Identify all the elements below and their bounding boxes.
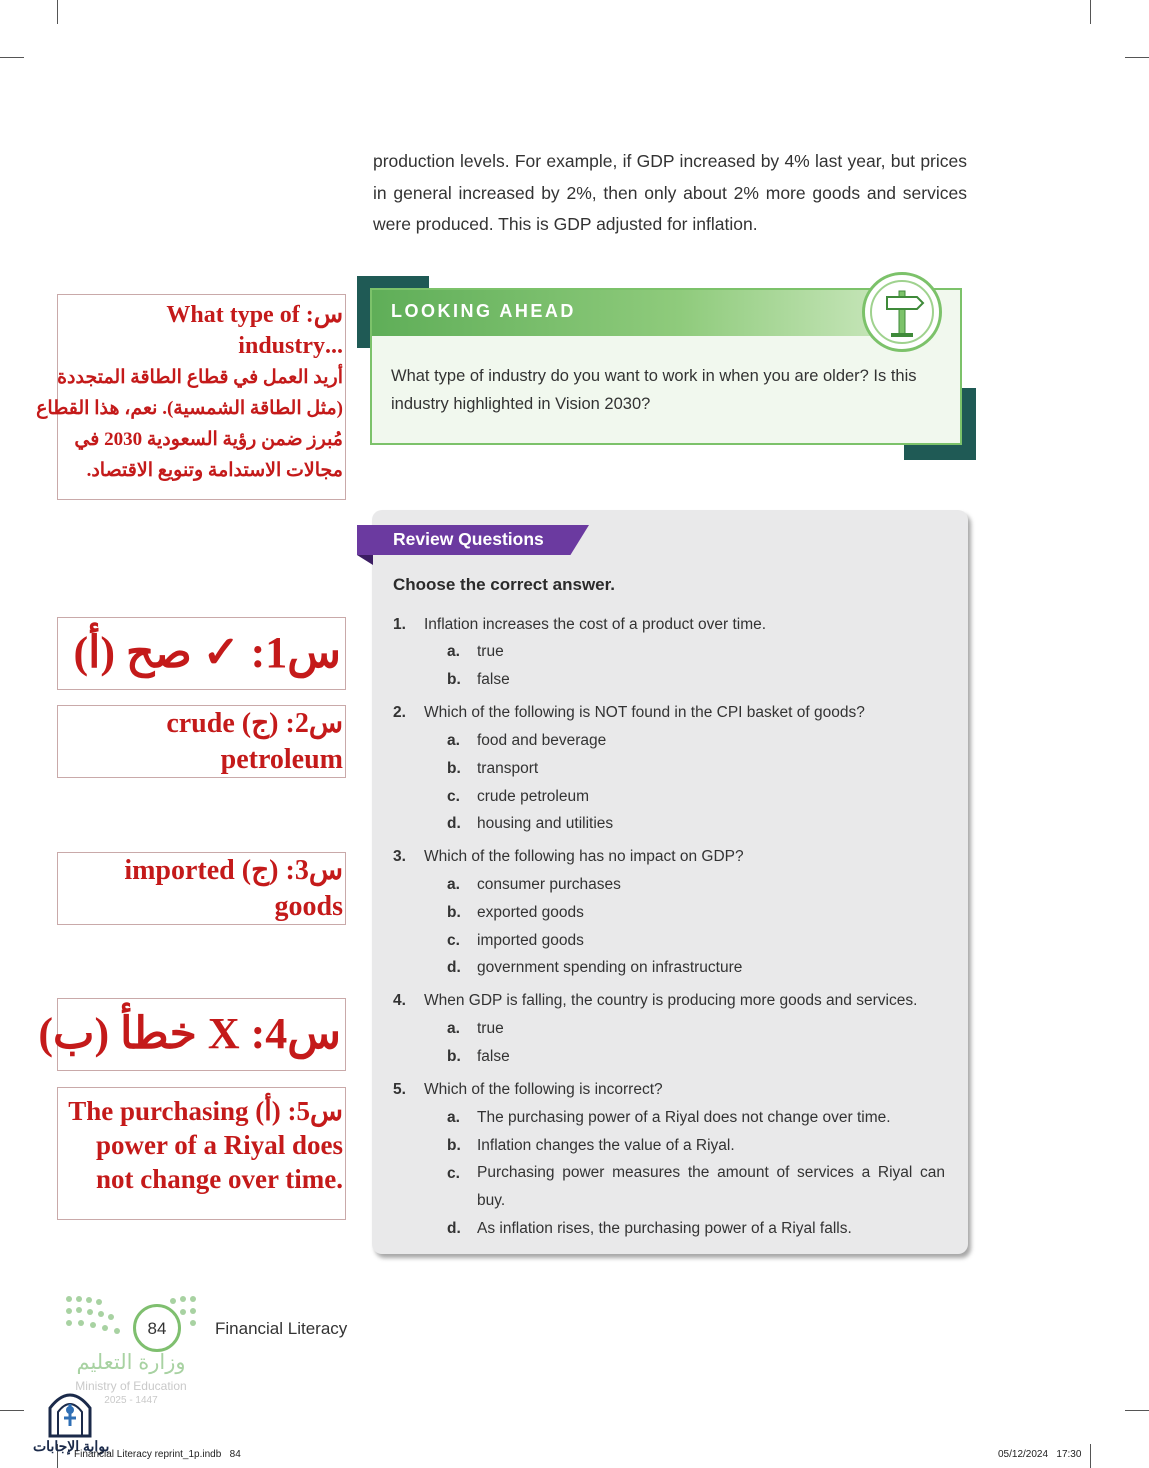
option-text: crude petroleum [477,788,590,805]
ministry-name-english: Ministry of Education [75,1379,187,1393]
crop-mark [1125,57,1149,58]
option-text: imported goods [477,932,584,949]
review-instruction: Choose the correct answer. [393,575,616,594]
option-text: As inflation rises, the purchasing power of a Riyal falls. [477,1220,852,1237]
question-text: Which of the following is NOT found in the CPI basket of goods? [424,704,865,721]
option-letter: b. [447,1048,461,1065]
option-text: housing and utilities [477,815,614,832]
option-text: food and beverage [477,732,607,749]
answer-line: أريد العمل في قطاع الطاقة المتجددة [57,367,343,388]
option-text: The purchasing power of a Riyal does not change over time. [477,1109,891,1126]
crop-mark [0,57,24,58]
option-text: false [477,1048,510,1065]
crop-mark [1090,1444,1091,1468]
answer-line: ...industry [238,333,343,359]
mosque-logo-icon [46,1386,94,1438]
crop-mark [0,1410,24,1411]
option-letter: a. [447,1020,460,1037]
option-text: true [477,1020,504,1037]
file-name: Financial Literacy reprint_1p.indb 84 [74,1449,241,1460]
answer-box-q4 [38,998,346,1071]
crop-mark [1125,1410,1149,1411]
question-text: When GDP is falling, the country is producing more goods and services. [424,992,918,1009]
question-number: 5. [393,1081,406,1098]
crop-mark [1090,0,1091,24]
looking-ahead-title: LOOKING AHEAD [391,301,576,321]
question-text: Which of the following has no impact on GDP? [424,848,744,865]
option-letter: a. [447,1109,460,1126]
answer-box-q1 [57,617,346,690]
question-number: 4. [393,992,406,1009]
option-letter: b. [447,760,461,777]
option-text: transport [477,760,539,777]
answer-line: مُبرز ضمن رؤية السعودية 2030 في [74,429,343,450]
answer-line: مجالات الاستدامة وتنويع الاقتصاد. [86,460,343,481]
answer-line: (مثل الطاقة الشمسية). نعم، هذا القطاع [36,398,343,419]
looking-ahead-question: What type of industry do you want to work in when you are older? Is this industry highlighted in Vision 2030? [391,367,917,413]
crop-mark [57,0,58,24]
option-text: false [477,671,510,688]
option-letter: b. [447,1137,461,1154]
option-text: Inflation changes the value of a Riyal. [477,1137,735,1154]
answer-box-q5 [57,1087,346,1220]
page-number: 84 [147,1319,167,1338]
answer-line: goods [274,891,343,922]
answer-line: س4: X خطأ (ب) [38,1009,341,1058]
answer-line: power of a Riyal does [96,1130,343,1160]
question-text: Which of the following is incorrect? [424,1081,663,1098]
answer-line: .not change over time [96,1164,343,1194]
option-letter: b. [447,671,461,688]
answer-box-q3 [57,852,346,925]
question-number: 1. [393,616,406,633]
option-letter: a. [447,643,460,660]
watermark-text: بوابة الإجابات [33,1438,110,1454]
answer-line: س3: (ج) imported [124,855,343,886]
option-text: government spending on infrastructure [477,959,743,976]
answer-line: petroleum [220,744,343,775]
option-text: consumer purchases [477,876,621,893]
option-text: exported goods [477,904,584,921]
review-questions-title: Review Questions [393,529,544,549]
answer-line: س5: (أ) The purchasing [68,1096,343,1126]
answer-box-looking-ahead [36,294,346,500]
answer-box-q2 [57,705,346,778]
option-letter: a. [447,876,460,893]
option-text: Purchasing power measures the amount of services a Riyal can buy. [477,1164,945,1209]
question-number: 2. [393,704,406,721]
intro-paragraph: production levels. For example, if GDP increased by 4% last year, but prices in general increased by 2%, then only about 2% more goods and services were produced. This is GDP adjusted for inflation. [373,151,967,234]
option-text: true [477,643,504,660]
book-title: Financial Literacy [215,1319,348,1338]
option-letter: d. [447,815,461,832]
option-letter: c. [447,932,460,949]
answer-line: س1: ✓ صح (أ) [73,628,341,677]
review-questions-tab-fold [357,555,373,565]
option-letter: c. [447,788,460,805]
answer-line: س: What type of [166,302,343,328]
question-text: Inflation increases the cost of a product over time. [424,616,767,633]
signpost-icon [862,272,942,352]
edition-year: 2025 - 1447 [104,1395,158,1406]
print-stamp: 05/12/2024 17:30 [998,1449,1082,1460]
option-letter: d. [447,959,461,976]
option-letter: c. [447,1165,460,1182]
option-letter: b. [447,904,461,921]
question-number: 3. [393,848,406,865]
ministry-name-arabic: وزارة التعليم [76,1351,186,1374]
answer-line: س2: (ج) crude [166,708,343,739]
option-letter: a. [447,732,460,749]
option-letter: d. [447,1220,461,1237]
